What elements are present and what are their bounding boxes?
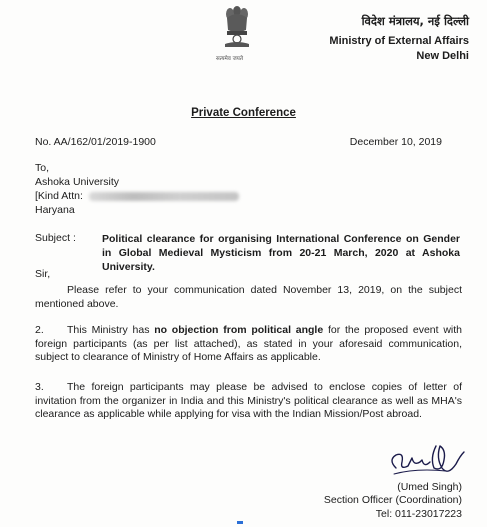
subject-text: Political clearance for organising International Conference on Gender in Global Medieval Mysticism from 20-21 March, 2020 at Ashoka University. — [102, 233, 460, 273]
ministry-name-hindi: विदेश मंत्रालय, नई दिल्ली — [361, 14, 469, 28]
emblem-motto: सत्यमेव जयते — [216, 56, 244, 62]
paragraph-1: Please refer to your communication dated November 13, 2019, on the subject mentioned above. — [35, 284, 462, 310]
subject-label: Subject : — [35, 232, 76, 244]
ministry-name: Ministry of External Affairs — [329, 35, 469, 47]
paragraph-2 — [35, 324, 462, 365]
paragraph-2-emphasis: no objection from political angle — [154, 324, 324, 336]
handwritten-signature — [386, 438, 468, 482]
paragraph-2-rest: for the proposed event with foreign participants (as per list attached), as stated in your aforesaid communication, subject to clearance of Ministry of Home Affairs as applicable. — [35, 324, 462, 364]
signatory-designation: Section Officer (Coordination) — [323, 494, 462, 506]
salutation: Sir, — [35, 268, 51, 280]
signatory-telephone: Tel: 011-23017223 — [375, 508, 462, 520]
kind-attention-label: [Kind Attn: — [35, 190, 83, 202]
to-label: To, — [35, 162, 50, 174]
signatory-name: (Umed Singh) — [397, 481, 462, 493]
page-marker — [237, 521, 243, 524]
addressee-state: Haryana — [35, 204, 75, 216]
reference-number: No. AA/162/01/2019-1900 — [35, 136, 156, 148]
document-title: Private Conference — [191, 107, 296, 119]
paragraph-3-number: 3. — [35, 381, 44, 393]
paragraph-2-lead: This Ministry has — [67, 324, 150, 336]
letter-date: December 10, 2019 — [349, 136, 442, 148]
paragraph-3 — [35, 381, 462, 422]
national-emblem-icon — [222, 4, 252, 52]
addressee-organization: Ashoka University — [35, 176, 120, 188]
paragraph-2-number: 2. — [35, 324, 44, 336]
kind-attention-line — [35, 190, 239, 202]
redacted-name — [89, 192, 239, 201]
paragraph-3-text: The foreign participants may please be advised to enclose copies of letter of invitation from the organizer in India and this Ministry's political clearance as well as MHA's clearance as applicable while applying for visa with the Indian Mission/Post abroad. — [35, 381, 462, 421]
ministry-city: New Delhi — [416, 50, 469, 62]
